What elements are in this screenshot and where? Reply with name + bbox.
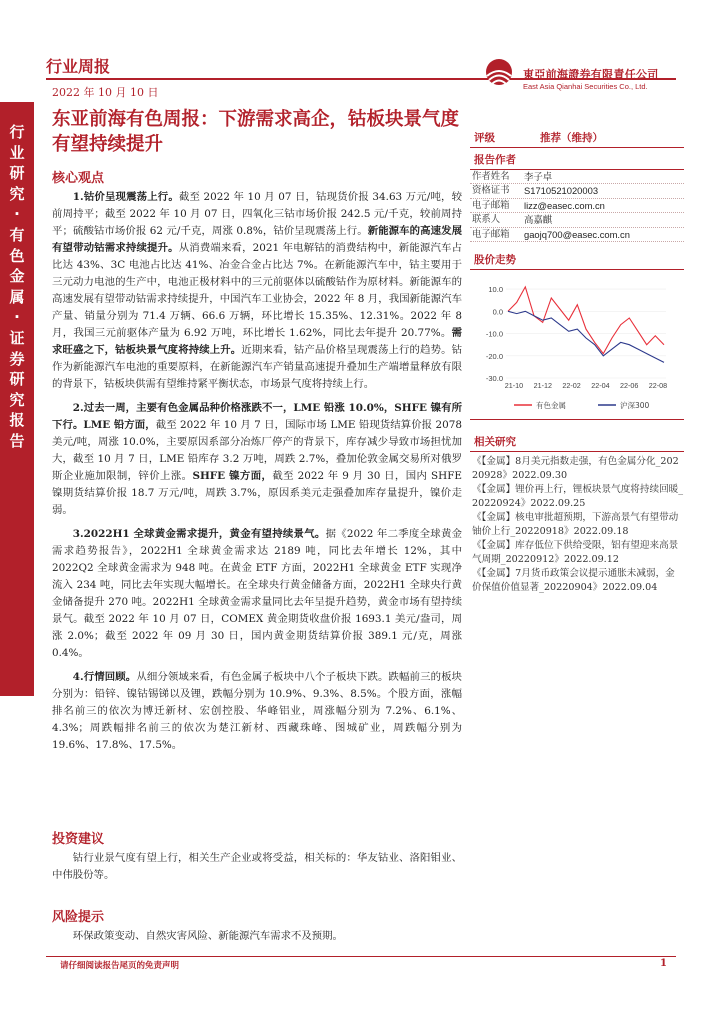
core-p1-text-b: 从消费端来看，2021 年电解钴的消费结构中，新能源汽车占比达 43%、3C 电池占比达 41%、冶金合金占比达 7%。在新能源汽车中，钴主要用于三元动力电池的生产中，电池正极材料中的三元前驱体以硫酸钴作为原材料。新能源车的高速发展有望带动钴需求持续提升，中国汽车工业协会，2022 年 8 月，我国新能源汽车产量、销量分别为 71.4 万辆、66.6 万辆，环比增长 15.35%、12.31%。2022 年 8 月，我国三元前驱体产量为 6.92 万吨，环比增长 1.62%，同比去年提升 20.77%。 xyxy=(52,242,462,339)
legend-label: 沪深300 xyxy=(620,401,650,411)
core-p1-bold: 1.钴价呈现震荡上行。 xyxy=(72,191,179,203)
page-number: 1 xyxy=(660,958,667,969)
risk-text: 环保政策变动、自然灾害风险、新能源汽车需求不及预期。 xyxy=(72,930,343,942)
footer-disclaimer[interactable]: 请仔细阅读报告尾页的免责声明 xyxy=(60,961,180,971)
related-research-item[interactable]: 《【金属】7月货币政策会议提示通胀未减弱，金价保值价值显著_20220904》2022.09.04 xyxy=(472,568,675,594)
investment-body xyxy=(52,850,462,884)
x-tick-label: 22-04 xyxy=(591,381,610,391)
report-title: 东亚前海有色周报：下游需求高企，钴板块景气度有望持续提升 xyxy=(52,109,460,155)
author-row-value: S1710521020003 xyxy=(524,185,599,197)
x-tick-label: 22-08 xyxy=(648,381,668,391)
rating-label: 评级 xyxy=(474,132,495,144)
author-row-value: 李子卓 xyxy=(524,171,553,182)
rating-value: 推荐（维持） xyxy=(540,132,603,144)
author-row xyxy=(470,184,684,198)
y-tick-label: -20.0 xyxy=(485,351,503,361)
y-tick-label: 0.0 xyxy=(492,307,503,317)
legend-label: 有色金属 xyxy=(536,401,566,411)
y-tick-label: -10.0 xyxy=(485,329,503,339)
author-row-key: 资格证书 xyxy=(472,185,510,197)
x-tick-label: 21-12 xyxy=(533,381,552,391)
related-heading: 相关研究 xyxy=(470,430,684,452)
series-line-1 xyxy=(508,311,664,362)
core-p1-text-c: 近期来看，钴产品价格呈现震荡上行的趋势。钴作为新能源汽车电池的重要原料，在新能源汽车产销量高速提升叠加生产端增量释放有限的背景下，钴板块供需有望维持紧平衡状态，市场景气度将持续上行。 xyxy=(52,344,463,390)
core-p2-bold-2: SHFE 镍方面， xyxy=(192,470,273,482)
author-row-key: 电子邮箱 xyxy=(472,228,510,240)
right-column xyxy=(470,128,684,595)
core-paragraph-4 xyxy=(52,669,462,754)
author-row-key: 作者姓名 xyxy=(472,171,510,182)
sidebar-category-text: 行业研究·有色金属·证券研究报告 xyxy=(9,123,25,450)
company-name-cn: 東亞前海證券有限責任公司 xyxy=(523,68,659,81)
author-row-value[interactable]: lizz@easec.com.cn xyxy=(524,199,605,211)
stock-trend-svg xyxy=(470,270,684,420)
author-row-key: 电子邮箱 xyxy=(472,199,510,211)
core-view-body xyxy=(52,189,462,754)
footer-divider xyxy=(46,956,676,957)
related-research-item[interactable]: 《【金属】8月美元指数走强，有色金属分化_20220928》2022.09.30 xyxy=(472,456,679,482)
investment-heading: 投资建议 xyxy=(52,832,105,847)
core-p3-bold: 3.2022H1 全球黄金需求提升，黄金有望持续景气。 xyxy=(72,528,326,540)
authors-heading: 报告作者 xyxy=(470,148,684,170)
report-type: 行业周报 xyxy=(46,57,111,76)
core-paragraph-2 xyxy=(52,400,462,519)
y-tick-label: -30.0 xyxy=(485,374,503,384)
author-row-value[interactable]: gaojq700@easec.com.cn xyxy=(524,228,630,240)
core-p2-text-b: 截至 2022 年 9 月 30 日，国内 SHFE 镍期货结算价报 18.7 万元/吨，周跌 3.7%，原因系美元走强叠加库存量提升，镍价走弱。 xyxy=(52,470,462,516)
related-research-item[interactable]: 《【金属】核电审批超预期，下游高景气有望带动铀价上行_20220918》2022.09.18 xyxy=(472,512,679,538)
company-logo-icon xyxy=(482,57,516,87)
core-p4-bold: 4.行情回顾。 xyxy=(72,671,137,683)
sidebar xyxy=(0,0,34,1024)
report-date: 2022 年 10 月 10 日 xyxy=(52,86,159,99)
core-p2-bold: 2.过去一周，主要有色金属品种价格涨跌不一，LME 铅涨 10.0%，SHFE 镍有所下行。LME 铅方面， xyxy=(52,402,462,431)
y-tick-label: 10.0 xyxy=(488,285,503,295)
authors-list xyxy=(470,170,684,242)
risk-body xyxy=(52,928,462,945)
core-view-heading: 核心观点 xyxy=(52,171,105,186)
core-p4-text-a: 从细分领域来看，有色金属子板块中八个子板块下跌。跌幅前三的板块分别为：铅锌、镍钴锡锑以及锂，跌幅分别为 10.9%、9.3%、8.5%。个股方面，涨幅排名前三的依次为博迁新材、宏创控股、华峰铝业，周涨幅分别为 7.2%、6.1%、4.3%；周跌幅排名前三的依次为楚江新材、西藏珠峰、图城矿业，周跌幅分别为 19.6%、17.8%、17.5%。 xyxy=(52,671,462,751)
trend-heading: 股价走势 xyxy=(470,248,684,270)
core-p1-bold-3: 需求旺盛之下，钴板块景气度将持续上升。 xyxy=(52,327,462,356)
author-row-key: 联系人 xyxy=(472,214,501,226)
stock-trend-chart xyxy=(470,270,684,420)
related-research-item[interactable]: 《【金属】库存低位下供给受限，铝有望迎来高景气周期_20220912》2022.09.12 xyxy=(472,540,679,566)
series-line-0 xyxy=(508,287,664,354)
x-tick-label: 22-02 xyxy=(562,381,581,391)
core-p1-bold-2: 新能源车的高速发展有望带动钴需求持续提升。 xyxy=(52,225,462,254)
risk-heading: 风险提示 xyxy=(52,910,105,925)
core-paragraph-3 xyxy=(52,526,462,662)
core-p2-text-a: 截至 2022 年 10 月 7 日，国际市场 LME 铅现货结算价报 2078 美元/吨，周涨 10.0%，主要原因系部分冶炼厂停产的背景下，库存减少导致市场担忧加大，截至 10 月 7 日，LME 铅库存 3.2 万吨，周跌 2.7%，叠加伦敦金属交易所对俄罗斯企业施加限制，锌价上涨。 xyxy=(52,419,462,482)
investment-text: 钴行业景气度有望上行，相关生产企业或将受益，相关标的：华友钴业、洛阳钼业、中伟股份等。 xyxy=(52,852,462,881)
core-p3-text-a: 据《2022 年二季度全球黄金需求趋势报告》，2022H1 全球黄金需求达 2189 吨，同比去年增长 12%，其中 2022Q2 全球黄金需求为 948 吨。在黄金 ETF 方面，2022H1 全球黄金 ETF 实现净流入 234 吨，同比去年实现大幅增长。在全球央行黄金储备方面，2022H1 全球央行黄金储备提升 270 吨。2022H1 全球黄金需求量同比去年呈提升趋势，黄金市场有望持续景气。截至 2022 年 10 月 07 日，COMEX 黄金期货收盘价报 1693.1 美元/盎司，周涨 2.0%；截至 2022 年 09 月 30 日，国内黄金期货结算价报 389.1 元/克，周涨 0.4%。 xyxy=(52,528,462,659)
author-row-value: 高嘉麒 xyxy=(524,214,553,226)
related-research-item[interactable]: 《【金属】锂价再上行，锂板块景气度将持续回暖_20220924》2022.09.25 xyxy=(472,484,684,510)
x-tick-label: 22-06 xyxy=(620,381,639,391)
author-row xyxy=(470,228,684,242)
x-tick-label: 21-10 xyxy=(504,381,524,391)
core-paragraph-1 xyxy=(52,189,462,393)
core-p1-text-a: 截至 2022 年 10 月 07 日，钴现货价报 34.63 万元/吨，较前周持平；截至 2022 年 10 月 07 日，四氧化三钴市场价报 242.5 元/千克，较前周持平；硫酸钴市场价报 62 元/千克，周涨 0.8%，钴价呈现震荡上行。 xyxy=(52,191,462,237)
author-row xyxy=(470,170,684,184)
rating-bar xyxy=(470,128,684,148)
author-row xyxy=(470,199,684,213)
company-name-en: East Asia Qianhai Securities Co., Ltd. xyxy=(523,82,648,91)
author-row xyxy=(470,213,684,227)
related-research-list xyxy=(470,455,684,595)
